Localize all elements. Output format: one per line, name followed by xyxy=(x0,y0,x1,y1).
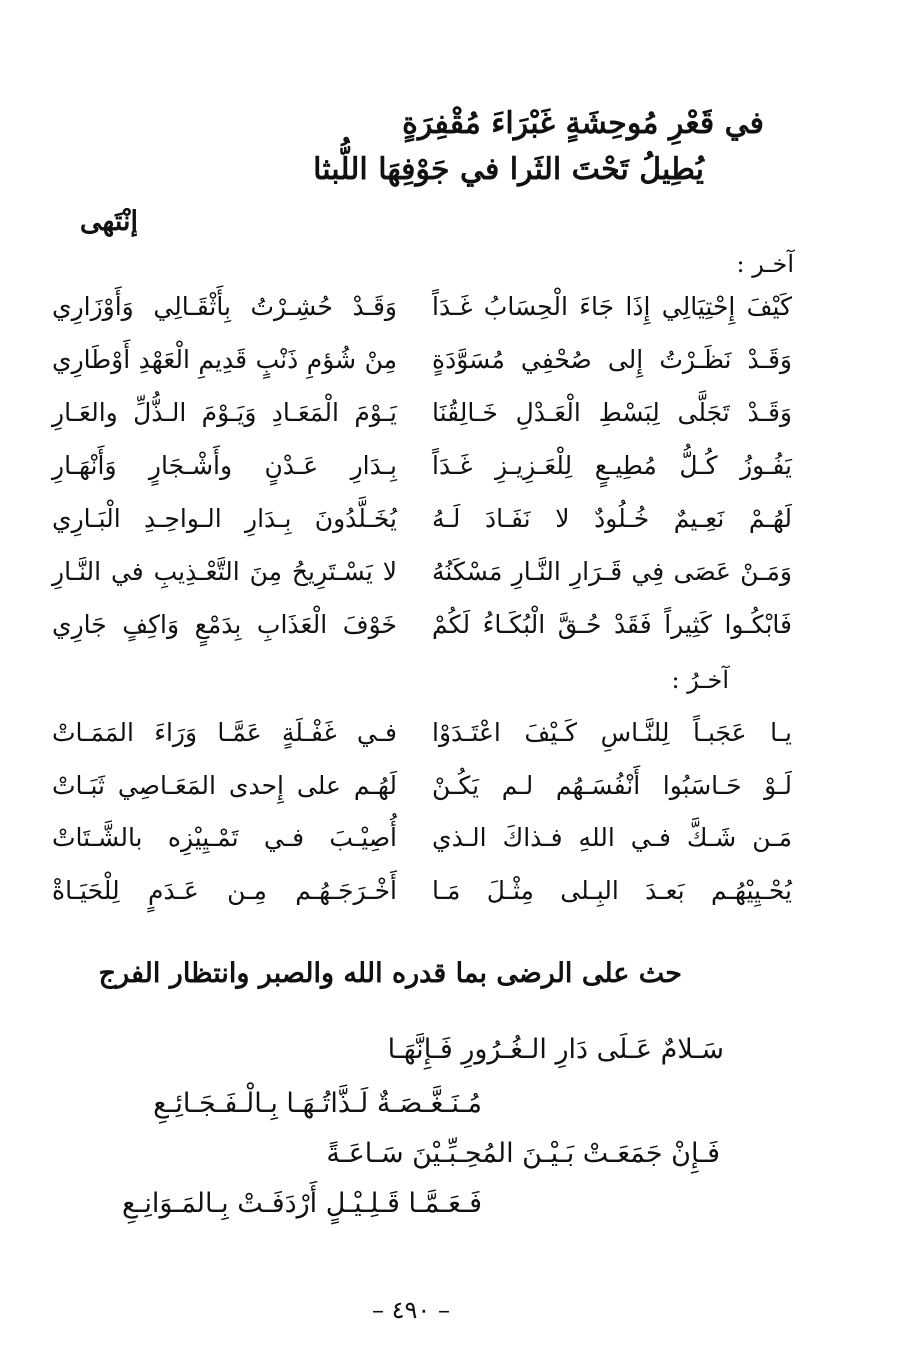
verse-second-hemistich: أَخْـرَجَـهُـم مِـن عَـدَمٍ لِلْحَيَـاةْ xyxy=(52,875,397,905)
verse-second-hemistich: فـي غَفْـلَةٍ عَمَّـا وَرَاءَ المَمَـاتْ xyxy=(52,718,397,747)
verse xyxy=(40,876,800,929)
verse-second-hemistich: لا يَسْـتَرِيحُ مِنَ التَّعْـذِيبِ في النَّـارِ xyxy=(52,557,397,586)
verse-first-hemistich: لَـوْ حَـاسَبُوا أَنْفُسَـهُم لـم يَكُـنْ xyxy=(432,770,792,800)
verse xyxy=(40,504,800,557)
verse xyxy=(40,718,800,771)
verse-first-hemistich: كَيْفَ إِحْتِيَالِي إِذَا جَاءَ الْحِسَابُ غَـدَاً xyxy=(432,292,792,321)
section-3-heading: حث على الرضى بما قدره الله والصبر وانتظار الفرج xyxy=(98,958,682,989)
stanza-line-4: فَـعَـمَّـا قَـلِـيْـلٍ أَرْدَفَـتْ بِـالمَـوَانِـعِ xyxy=(122,1188,482,1219)
verse-second-hemistich: خَوْفَ الْعَذَابِ بِدَمْعٍ وَاكِفٍ جَارِي xyxy=(52,610,397,639)
verse xyxy=(40,292,800,345)
verse xyxy=(40,771,800,824)
verse-second-hemistich: بِـدَارِ عَـدْنٍ وأَشْـجَارٍ وَأَنْهَـارِ xyxy=(52,451,397,480)
verse-second-hemistich: وَقَـدْ حُشِـرْتُ بِأَثْقَـالِي وَأَوْزَارِي xyxy=(52,292,397,321)
page-number: – ٤٩٠ – xyxy=(372,1296,450,1324)
continuation-line-2: يُطِيلُ تَحْتَ الثَرا في جَوْفِهَا اللُّبثا xyxy=(313,152,704,187)
verse-second-hemistich: مِنْ شُؤمِ ذَنْبٍ قَدِيمِ الْعَهْدِ أَوْطَارِي xyxy=(52,345,397,374)
verse-second-hemistich: يُخَـلَّدُونَ بِـدَارِ الـواحِـدِ الْبَـارِي xyxy=(52,504,397,533)
verse xyxy=(40,345,800,398)
verse xyxy=(40,451,800,504)
continuation-line-1: في قَعْرِ مُوحِشَةٍ غَبْرَاءَ مُقْفِرَةٍ xyxy=(402,106,764,141)
section-2-label: آخـرُ : xyxy=(671,666,729,694)
verse-second-hemistich: أُصِيْـبَ فـي تَمْـيِيْزِه بالشَّـتَاتْ xyxy=(52,823,397,852)
verse-second-hemistich: لَهُـم على إِحدى المَعَـاصِي ثَبَـاتْ xyxy=(52,770,397,800)
verse xyxy=(40,610,800,663)
verse-first-hemistich: وَقَـدْ نَظَـرْتُ إِلى صُحْفِي مُسَوَّدَةٍ xyxy=(432,345,792,374)
end-marker: إنْتَهى xyxy=(79,206,138,237)
verse-first-hemistich: مَـن شَـكَّ فـي اللهِ فـذاكَ الـذي xyxy=(432,823,792,852)
verse xyxy=(40,823,800,876)
verse-first-hemistich: يـا عَجَبـاً لِلنَّـاسِ كَـيْفَ اعْتَـدَوْا xyxy=(432,718,792,747)
verse-first-hemistich: لَهُـمْ نَعِـيمٌ خُـلُودٌ لا نَفَـادَ لَـهُ xyxy=(432,504,792,533)
verse-first-hemistich: وَمَـنْ عَصَى فِي قَـرَارِ النَّـارِ مَسْكَنُهُ xyxy=(432,557,792,586)
verse-first-hemistich: وَقَـدْ تَجَلَّى لِبَسْطِ الْعَـدْلِ خَـالِقُنَا xyxy=(432,398,792,427)
stanza-line-2: مُـنَـغَّـصَـةٌ لَـذَّاتُـهَـا بِـالْـفَـجَـائِـعِ xyxy=(153,1088,482,1119)
poem-2 xyxy=(40,718,800,928)
verse-second-hemistich: يَـوْمَ الْمَعَـادِ وَيَـوْمَ الـذُّلِّ والعَـارِ xyxy=(52,398,397,427)
verse-first-hemistich: فَابْكُـوا كَثِيراً فَقَدْ حُـقَّ الْبُكَـاءُ لَكُمْ xyxy=(432,610,792,639)
verse xyxy=(40,557,800,610)
section-1-label: آخـر : xyxy=(736,250,794,278)
poem-1 xyxy=(40,292,800,663)
verse xyxy=(40,398,800,451)
verse-first-hemistich: يَفُـوزُ كُـلُّ مُطِيـعٍ لِلْعَـزِيـزِ غَـدَاً xyxy=(432,451,792,480)
verse-first-hemistich: يُحْـيِيْهُـم بَعـدَ البِـلى مِثْـلَ مَـا xyxy=(432,875,792,905)
stanza-line-3: فَـإِنْ جَمَعَـتْ بَـيْـنَ المُحِـبِّـيْنَ سَـاعَـةً xyxy=(326,1138,720,1169)
stanza-line-1: سَـلامٌ عَـلَى دَارِ الـغُـرُورِ فَـإِنَّهَـا xyxy=(387,1034,724,1065)
